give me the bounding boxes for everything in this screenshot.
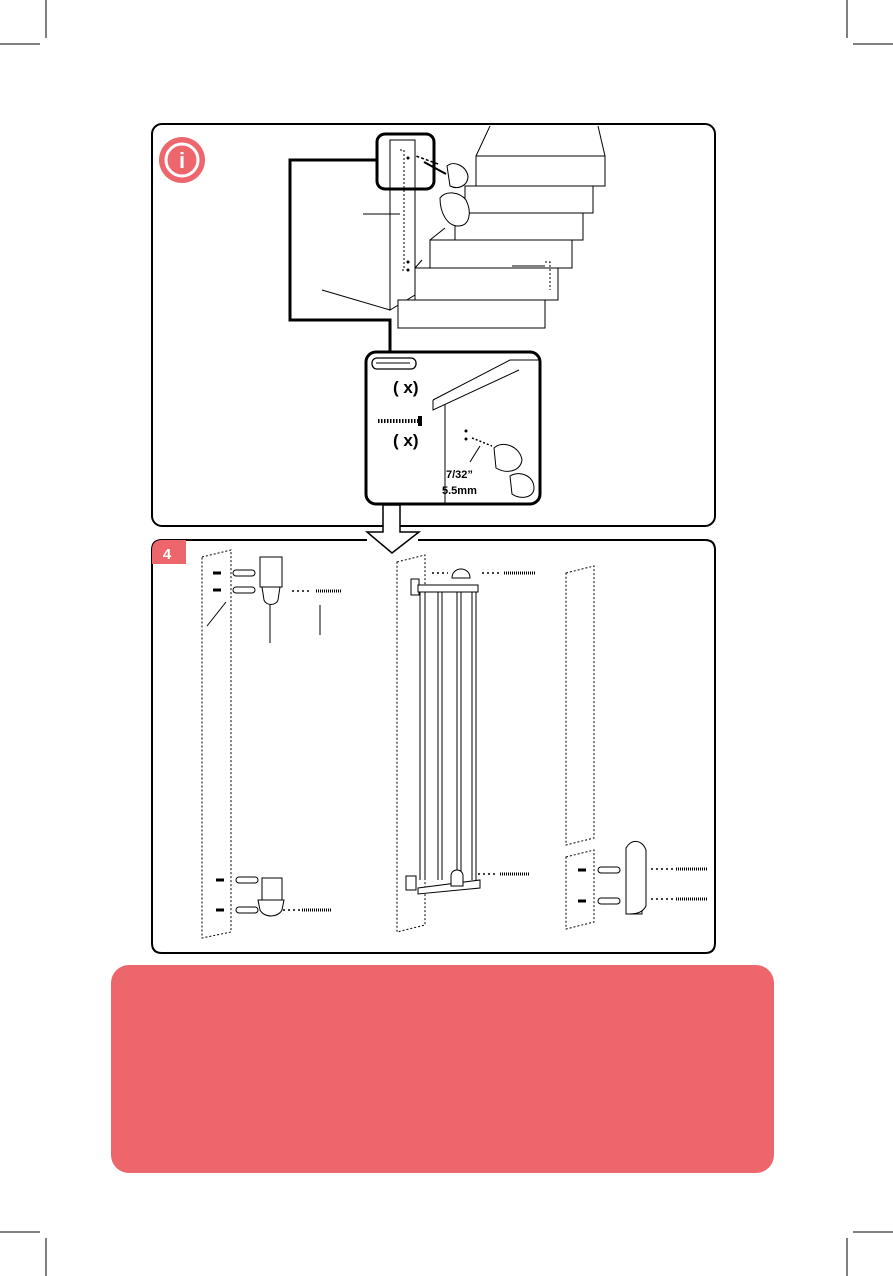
step-number-badge bbox=[152, 540, 186, 564]
drill-size-metric: 5.5mm bbox=[442, 485, 477, 497]
wall-anchor-icon bbox=[372, 358, 416, 369]
center-top-cap bbox=[432, 569, 536, 874]
drill-size-imperial: 7/32” bbox=[446, 469, 473, 481]
anchor-count-label: ( x) bbox=[393, 378, 419, 397]
warning-note-box bbox=[111, 965, 774, 1173]
right-wall-board bbox=[566, 566, 594, 929]
center-wall-board bbox=[397, 555, 425, 932]
screw-count-label: ( x) bbox=[393, 431, 419, 450]
gate-frame bbox=[406, 579, 480, 894]
right-mounting bbox=[578, 841, 708, 914]
staircase-illustration bbox=[322, 126, 605, 328]
left-top-mounting bbox=[207, 557, 342, 643]
down-arrow-icon bbox=[367, 505, 419, 553]
callout-connector bbox=[290, 160, 390, 352]
info-icon bbox=[159, 137, 205, 183]
info-glyph: i bbox=[178, 148, 186, 173]
left-bottom-mounting bbox=[216, 877, 332, 916]
step-number: 4 bbox=[162, 546, 172, 563]
